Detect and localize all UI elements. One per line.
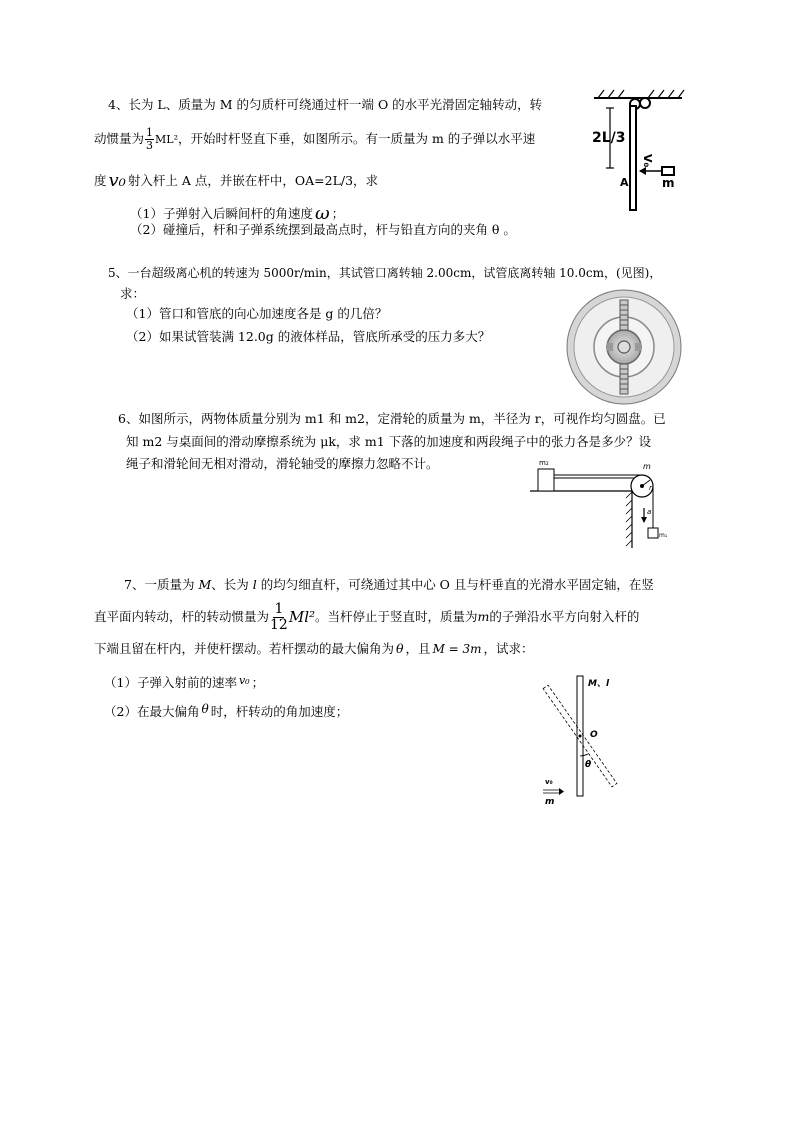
p4-fig-m-label: m bbox=[662, 176, 675, 190]
p7-v0: v₀ bbox=[238, 673, 250, 687]
p4-frac-num: 1 bbox=[146, 126, 154, 139]
p7-q2-theta: θ bbox=[201, 702, 209, 717]
p4-question-2: （2）碰撞后，杆和子弹系统摆到最高点时，杆与铅直方向的夹角 θ 。 bbox=[130, 222, 516, 237]
p7-q2-post: 时，杆转动的角加速度； bbox=[210, 704, 349, 719]
p7-fig-m: m bbox=[545, 797, 555, 807]
p6-line-1: 6、如图所示，两物体质量分别为 m1 和 m2，定滑轮的质量为 m，半径为 r，可视作均匀圆盘。已 bbox=[118, 411, 666, 426]
p4-line-2-post: ，开始时杆竖直下垂，如图所示。有一质量为 m 的子弹以水平速 bbox=[178, 130, 536, 146]
p4-line-2 bbox=[94, 127, 535, 151]
p7-line-3-end: ，试求： bbox=[483, 641, 534, 656]
p7-line-2 bbox=[94, 602, 639, 632]
p7-question-1 bbox=[104, 673, 265, 690]
p4-omega: ω bbox=[314, 203, 330, 224]
p7-q1-end: ； bbox=[251, 675, 265, 690]
p7-ml2: Ml² bbox=[288, 607, 316, 626]
p7-question-2 bbox=[104, 702, 349, 719]
p7-fig-theta: θ bbox=[585, 760, 592, 770]
p4-frac-den: 3 bbox=[146, 138, 154, 152]
p7-line-2-pre: 直平面内转动，杆的转动惯量为 bbox=[94, 608, 270, 624]
p7-m: m bbox=[477, 608, 490, 624]
p7-l: l bbox=[252, 577, 257, 592]
p4-line-1: 4、长为 L、质量为 M 的匀质杆可绕通过杆一端 O 的水平光滑固定轴转动，转 bbox=[108, 97, 543, 112]
p5-figure bbox=[565, 288, 683, 406]
p4-question-1 bbox=[130, 205, 344, 223]
p7-line-1-c: 的均匀细直杆，可绕通过其中心 O 且与杆垂直的光滑水平固定轴，在竖 bbox=[256, 577, 654, 592]
p6-line-2: 知 m2 与桌面间的滑动摩擦系统为 μk，求 m1 下落的加速度和两段绳子中的张力各是多少？设 bbox=[126, 434, 652, 449]
p5-line-1: 5、一台超级离心机的转速为 5000r/min，其试管口离转轴 2.00cm，试管底离转轴 10.0cm，(见图)， bbox=[108, 266, 662, 280]
p7-line-1-a: 7、一质量为 bbox=[124, 577, 199, 592]
p4-fig-v-label: V₀ bbox=[641, 154, 654, 168]
p7-line-3-mid: ，且 bbox=[405, 641, 431, 656]
p7-line-1-b: 、长为 bbox=[211, 577, 253, 592]
p7-fig-v0: v₀ bbox=[545, 778, 553, 786]
p6-fig-r: r bbox=[649, 484, 652, 492]
p4-line-2-pre: 动惯量为 bbox=[94, 130, 145, 146]
p4-line-3 bbox=[94, 172, 378, 190]
p7-M: M bbox=[198, 577, 212, 592]
p7-line-2-a: 。当杆停止于竖直时，质量为 bbox=[315, 608, 478, 624]
p7-fraction bbox=[270, 602, 288, 632]
p7-figure bbox=[535, 672, 645, 812]
p7-frac-den: 12 bbox=[270, 616, 288, 633]
p5-question-1: （1）管口和管底的向心加速度各是 g 的几倍？ bbox=[126, 306, 388, 321]
p4-q1-text: （1）子弹射入后瞬间杆的角速度 bbox=[130, 205, 313, 221]
p7-theta: θ bbox=[396, 641, 404, 656]
p7-line-1 bbox=[124, 579, 654, 592]
p4-line-3-pre: 度 bbox=[94, 172, 107, 188]
p6-line-3: 绳子和滑轮间无相对滑动，滑轮轴受的摩擦力忽略不计。 bbox=[126, 456, 439, 471]
p5-line-2: 求： bbox=[120, 286, 146, 301]
p7-line-2-b: 的子弹沿水平方向射入杆的 bbox=[489, 608, 640, 624]
p4-fraction bbox=[145, 127, 154, 151]
p7-q2-pre: （2）在最大偏角 bbox=[104, 704, 200, 719]
p4-fig-length-label: 2L/3 bbox=[592, 130, 626, 146]
p6-fig-a: a bbox=[647, 508, 652, 516]
p7-frac-num: 1 bbox=[274, 601, 284, 617]
p5-question-2: （2）如果试管装满 12.0g 的液体样品，管底所承受的压力多大？ bbox=[126, 329, 491, 344]
p4-q1-end: ； bbox=[331, 205, 345, 221]
p4-ml2: ML² bbox=[155, 132, 178, 146]
p7-line-3 bbox=[94, 643, 534, 656]
p7-fig-o: O bbox=[590, 730, 598, 740]
p6-figure bbox=[528, 456, 678, 554]
p6-fig-m1: m₁ bbox=[659, 532, 668, 539]
p7-fig-ml: M、l bbox=[588, 679, 610, 689]
p4-v0: v₀ bbox=[108, 170, 126, 191]
p7-eq: M = 3m bbox=[432, 642, 482, 657]
p6-fig-m: m bbox=[643, 462, 651, 471]
p4-fig-a-label: A bbox=[620, 176, 629, 189]
p4-figure bbox=[590, 88, 690, 216]
p7-q1-text: （1）子弹入射前的速率 bbox=[104, 675, 237, 690]
p4-line-3-post: 射入杆上 A 点，并嵌在杆中，OA=2L/3，求 bbox=[127, 172, 379, 188]
p7-line-3-pre: 下端且留在杆内，并使杆摆动。若杆摆动的最大偏角为 bbox=[94, 641, 395, 656]
p6-fig-m2: m₂ bbox=[539, 459, 549, 467]
